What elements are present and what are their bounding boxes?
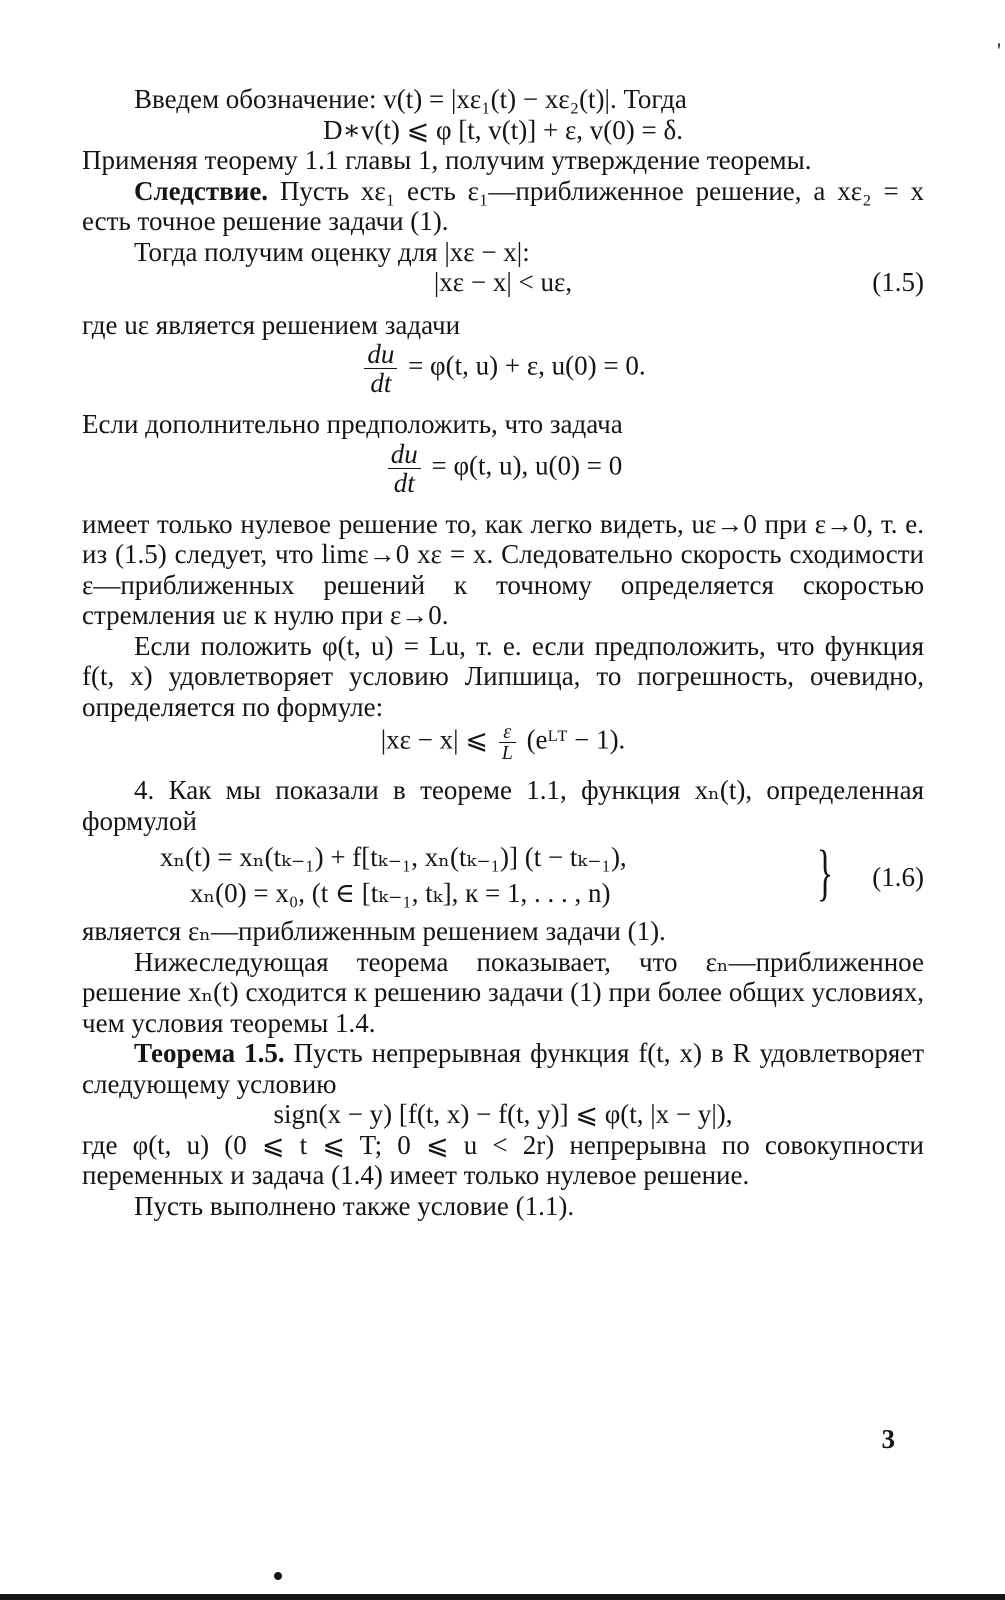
theorem-heading: Теорема 1.5. bbox=[134, 1038, 285, 1068]
margin-mark: ' bbox=[997, 38, 1001, 63]
paragraph-where: где uε является решением задачи bbox=[82, 309, 461, 340]
fraction-numerator: du bbox=[364, 340, 397, 369]
formula-homogeneous-problem bbox=[82, 440, 924, 497]
fraction-denominator: dt bbox=[393, 467, 415, 498]
formula-rhs: (eᴸᵀ − 1). bbox=[526, 724, 626, 755]
equation-number-1-5: (1.5) bbox=[872, 267, 924, 297]
page-number: 3 bbox=[881, 1424, 895, 1454]
fraction-du-dt bbox=[364, 340, 397, 397]
print-dot bbox=[274, 1572, 282, 1580]
bottom-border bbox=[0, 1594, 1005, 1600]
fraction-denominator: dt bbox=[370, 368, 392, 398]
paragraph-additionally: Если дополнительно предположить, что задача bbox=[82, 409, 623, 439]
fraction-numerator: du bbox=[388, 440, 421, 469]
fraction-denominator: L bbox=[501, 742, 513, 764]
paragraph-apply-theorem: Применяя теорему 1.1 главы 1, получим утверждение теоремы. bbox=[82, 145, 812, 175]
paragraph-intro: Введем обозначение: v(t) = |xε₁(t) − xε₂(t)|. Тогда bbox=[134, 84, 687, 114]
formula-1-5 bbox=[82, 267, 924, 298]
formula-1-5-body: |xε − x| < uε, bbox=[433, 267, 573, 297]
fraction-du-dt-2 bbox=[388, 440, 421, 497]
formula-1-6-system bbox=[82, 839, 924, 912]
page-body bbox=[82, 84, 924, 1221]
formula-error-bound bbox=[82, 722, 924, 763]
formula-comparison-problem bbox=[82, 340, 924, 397]
paragraph-corollary bbox=[82, 176, 924, 237]
paragraph-phi-continuous: где φ(t, u) (0 ⩽ t ⩽ T; 0 ⩽ u < 2r) непрерывна по совокупности переменных и задача (1.4) имеет только нулевое решение. bbox=[82, 1129, 924, 1190]
corollary-heading: Следствие. bbox=[134, 175, 269, 206]
formula-sign-condition: sign(x − y) [f(t, x) − f(t, y)] ⩽ φ(t, |x − y|), bbox=[273, 1099, 733, 1129]
system-brace: } bbox=[816, 839, 834, 907]
paragraph-following-theorem: Нижеследующая теорема показывает, что εₙ—приближенное решение xₙ(t) сходится к решению задачи (1) при более общих условиях, чем условия теоремы 1.4. bbox=[82, 946, 924, 1038]
paragraph-condition-1-1: Пусть выполнено также условие (1.1). bbox=[134, 1190, 575, 1221]
paragraph-section-4: 4. Как мы показали в теореме 1.1, функция xₙ(t), определенная формулой bbox=[82, 775, 924, 836]
formula-rhs: = φ(t, u), u(0) = 0 bbox=[431, 450, 623, 481]
equation-number-1-6: (1.6) bbox=[872, 862, 924, 892]
paragraph-lipschitz: Если положить φ(t, u) = Lu, т. е. если предположить, что функция f(t, x) удовлетворяет условию Липшица, то погрешность, очевидно, определяется по формуле: bbox=[82, 630, 924, 722]
fraction-eps-over-L bbox=[499, 722, 516, 763]
system-line-1: xₙ(t) = xₙ(tₖ₋₁) + f[tₖ₋₁, xₙ(tₖ₋₁)] (t − tₖ₋₁), bbox=[160, 842, 627, 872]
corollary-text: Пусть xε₁ есть ε₁—приближенное решение, а xε₂ = x есть точное решение задачи (1). bbox=[82, 175, 924, 236]
formula-lhs: |xε − x| ⩽ bbox=[380, 724, 488, 755]
fraction-numerator: ε bbox=[499, 722, 516, 743]
paragraph-estimate: Тогда получим оценку для |xε − x|: bbox=[134, 236, 530, 267]
system-line-2: xₙ(0) = x₀, (t ∈ [tₖ₋₁, tₖ], к = 1, . . . , n) bbox=[190, 878, 611, 908]
formula-rhs: = φ(t, u) + ε, u(0) = 0. bbox=[408, 350, 646, 381]
theorem-text: Пусть непрерывная функция f(t, x) в R удовлетворяет следующему условию bbox=[82, 1038, 925, 1099]
paragraph-approx-solution: является εₙ—приближенным решением задачи (1). bbox=[82, 916, 666, 946]
paragraph-convergence: имеет только нулевое решение то, как легко видеть, uε→0 при ε→0, т. е. из (1.5) следует, что limε→0 xε = x. Следовательно скорость сходимости ε—приближенных решений к точному определяется скоростью стремления uε к нулю при ε→0. bbox=[82, 508, 924, 630]
paragraph-theorem-1-5 bbox=[82, 1038, 924, 1099]
formula-dini-derivative: D∗v(t) ⩽ φ [t, v(t)] + ε, v(0) = δ. bbox=[322, 114, 683, 145]
